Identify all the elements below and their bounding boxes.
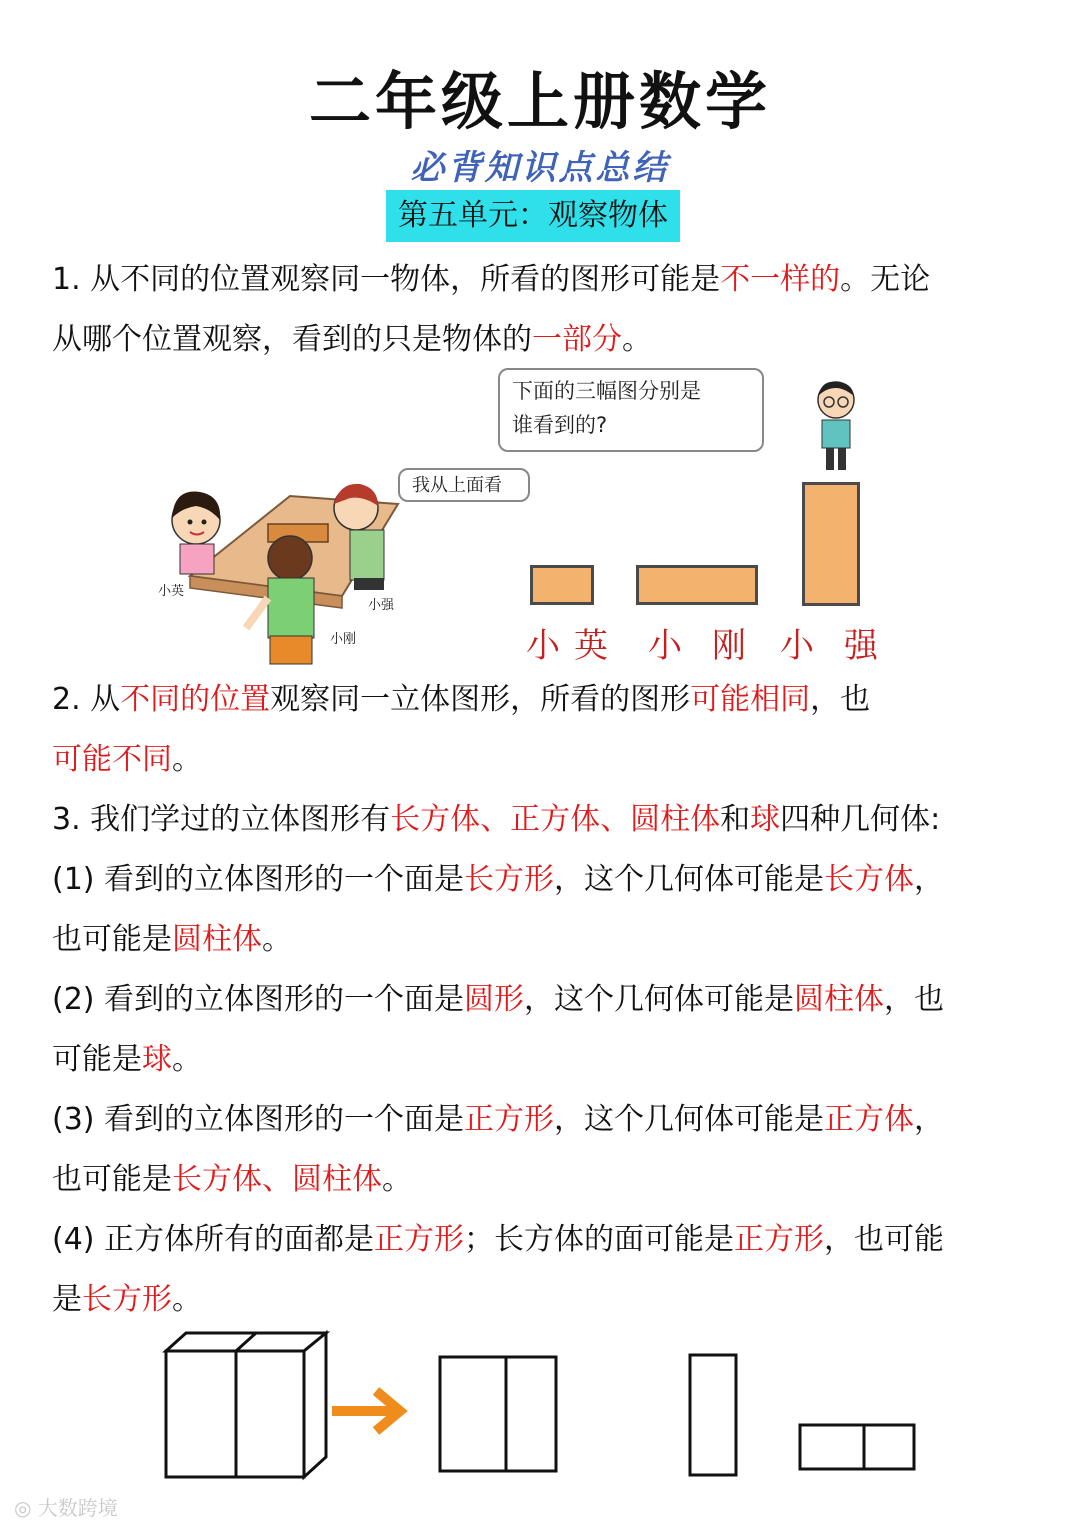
view-block-xiaogang [636,565,758,605]
view-name-3: 小强 [780,626,908,666]
page-title: 二年级上册数学 [308,65,771,138]
cuboid-views-diagram [150,1325,930,1485]
view-name-1: 小英 [526,626,622,666]
unit-heading: 第五单元：观察物体 [386,190,680,242]
sub-item-1: (1) 看到的立体图形的一个面是长方形，这个几何体可能是长方体， 也可能是圆柱体。 [52,862,945,957]
paragraph-1-line-2: 从哪个位置观察，看到的只是物体的一部分。 [52,322,652,357]
label-xiaoqiang: 小强 [368,598,395,613]
view-name-2: 小刚 [648,626,776,666]
front-view-shape [440,1357,556,1471]
standing-boy-illustration [806,378,866,474]
paragraph-2 [52,670,1028,790]
paragraph-1-line-1: 1. 从不同的位置观察同一物体，所看的图形可能是不一样的。无论 [52,262,931,297]
view-block-xiaoying [530,565,594,605]
watermark-icon: ◎ [14,1496,32,1520]
paragraph-2-line-1: 2. 从不同的位置观察同一立体图形，所看的图形可能相同，也 [52,682,871,717]
speech-bubble-small: 我从上面看 [398,468,530,502]
sub-item-3: (3) 看到的立体图形的一个面是正方形，这个几何体可能是正方体， 也可能是长方体、圆柱体。 [52,1102,945,1197]
paragraph-1 [52,250,1028,370]
sub-item-2: (2) 看到的立体图形的一个面是圆形，这个几何体可能是圆柱体，也 可能是球。 [52,982,945,1077]
paragraph-3 [52,790,1028,850]
view-block-xiaoqiang [802,482,860,606]
cuboid-drawing [166,1333,326,1477]
arrow-icon [332,1391,400,1431]
sub-item-4: (4) 正方体所有的面都是正方形；长方体的面可能是正方形，也可能 是长方形。 [52,1222,945,1317]
label-xiaoying: 小英 [158,584,185,599]
side-view-shape [690,1355,736,1475]
watermark: ◎ 大数跨境 [14,1496,118,1520]
speech-bubble-large: 下面的三幅图分别是 谁看到的? [498,368,764,452]
paragraph-3-line-1: 3. 我们学过的立体图形有长方体、正方体、圆柱体和球四种几何体: [52,802,941,837]
paragraph-2-line-2: 可能不同。 [52,742,202,777]
page-subtitle: 必背知识点总结 [410,148,670,188]
label-xiaogang: 小刚 [330,632,357,647]
top-view-shape [800,1425,914,1469]
